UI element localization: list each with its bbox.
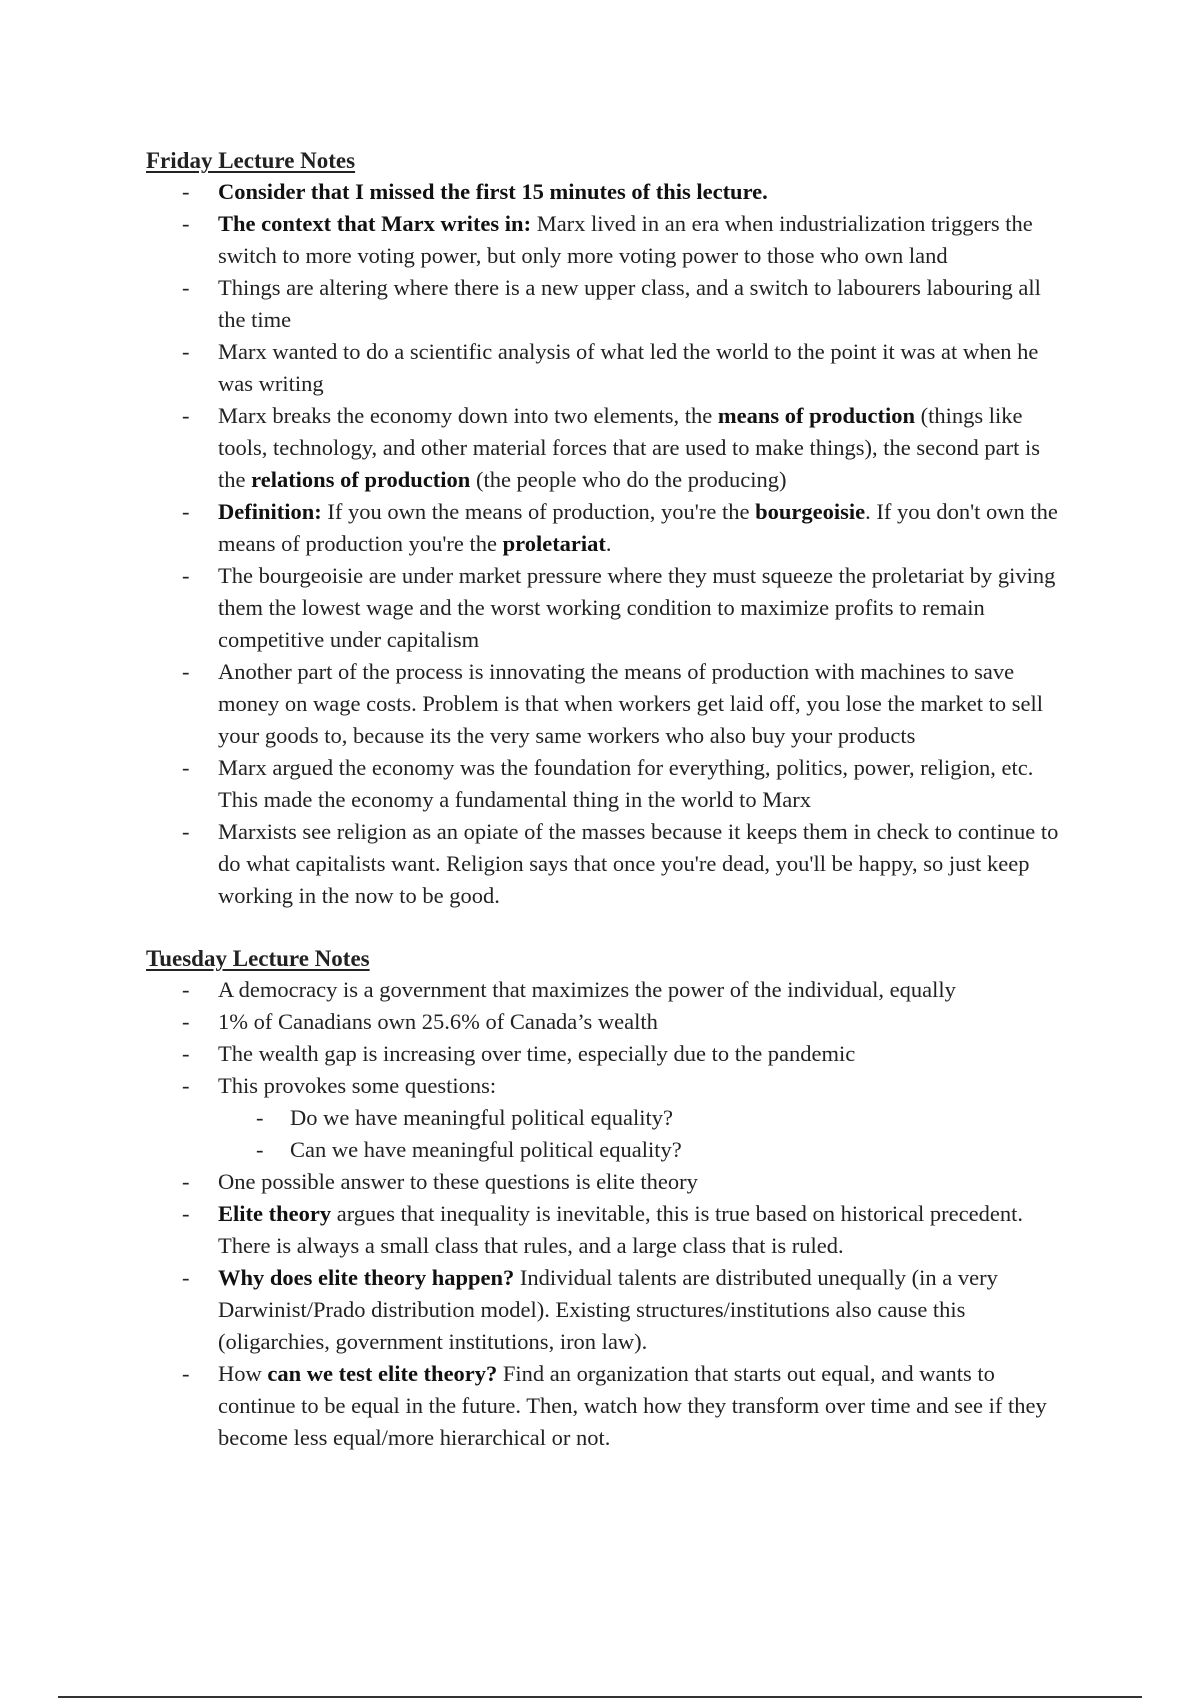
friday-notes-list (146, 176, 1066, 912)
bottom-rule (58, 1696, 1142, 1698)
tuesday-notes-list-continued (146, 1166, 1066, 1454)
list-item: - How can we test elite theory? Find an organization that starts out equal, and wants to continue to be equal in the future. Then, watch how they transform over time and see if they become less equal/more hierarchical or not. (146, 1358, 1066, 1454)
list-item: - Marxists see religion as an opiate of the masses because it keeps them in check to continue to do what capitalists want. Religion says that once you're dead, you'll be happy, so just keep working in the now to be good. (146, 816, 1066, 912)
list-item: - Things are altering where there is a new upper class, and a switch to labourers labouring all the time (146, 272, 1066, 336)
tuesday-heading: Tuesday Lecture Notes (146, 946, 370, 971)
list-item: - Consider that I missed the first 15 minutes of this lecture. (146, 176, 1066, 208)
friday-section (146, 146, 1066, 912)
tuesday-sub-list (146, 1102, 1066, 1166)
list-item: - One possible answer to these questions is elite theory (146, 1166, 1066, 1198)
list-item: - The wealth gap is increasing over time, especially due to the pandemic (146, 1038, 1066, 1070)
list-item: - A democracy is a government that maximizes the power of the individual, equally (146, 974, 1066, 1006)
friday-heading: Friday Lecture Notes (146, 148, 356, 173)
sub-list-item: - Can we have meaningful political equality? (146, 1134, 1066, 1166)
list-item: - 1% of Canadians own 25.6% of Canada’s wealth (146, 1006, 1066, 1038)
list-item: - The context that Marx writes in: Marx lived in an era when industrialization triggers the switch to more voting power, but only more voting power to those who own land (146, 208, 1066, 272)
sub-list-item: - Do we have meaningful political equality? (146, 1102, 1066, 1134)
list-item: - Definition: If you own the means of production, you're the bourgeoisie. If you don't own the means of production you're the proletariat. (146, 496, 1066, 560)
list-item: - Marx argued the economy was the foundation for everything, politics, power, religion, etc. This made the economy a fundamental thing in the world to Marx (146, 752, 1066, 816)
list-item: - Why does elite theory happen? Individual talents are distributed unequally (in a very Darwinist/Prado distribution model). Existing structures/institutions also cause this (oligarchies, government institutions, iron law). (146, 1262, 1066, 1358)
list-item: - Another part of the process is innovating the means of production with machines to save money on wage costs. Problem is that when workers get laid off, you lose the market to sell your goods to, because its the very same workers who also buy your products (146, 656, 1066, 752)
list-item: - The bourgeoisie are under market pressure where they must squeeze the proletariat by giving them the lowest wage and the worst working condition to maximize profits to remain competitive under capitalism (146, 560, 1066, 656)
tuesday-section (146, 944, 1066, 1454)
list-item: - Marx breaks the economy down into two elements, the means of production (things like tools, technology, and other material forces that are used to make things), the second part is the relations of production (the people who do the producing) (146, 400, 1066, 496)
list-item: - Elite theory argues that inequality is inevitable, this is true based on historical precedent. There is always a small class that rules, and a large class that is ruled. (146, 1198, 1066, 1262)
tuesday-notes-list (146, 974, 1066, 1102)
list-item: - Marx wanted to do a scientific analysis of what led the world to the point it was at when he was writing (146, 336, 1066, 400)
document-page (146, 146, 1066, 1454)
list-item: - This provokes some questions: (146, 1070, 1066, 1102)
